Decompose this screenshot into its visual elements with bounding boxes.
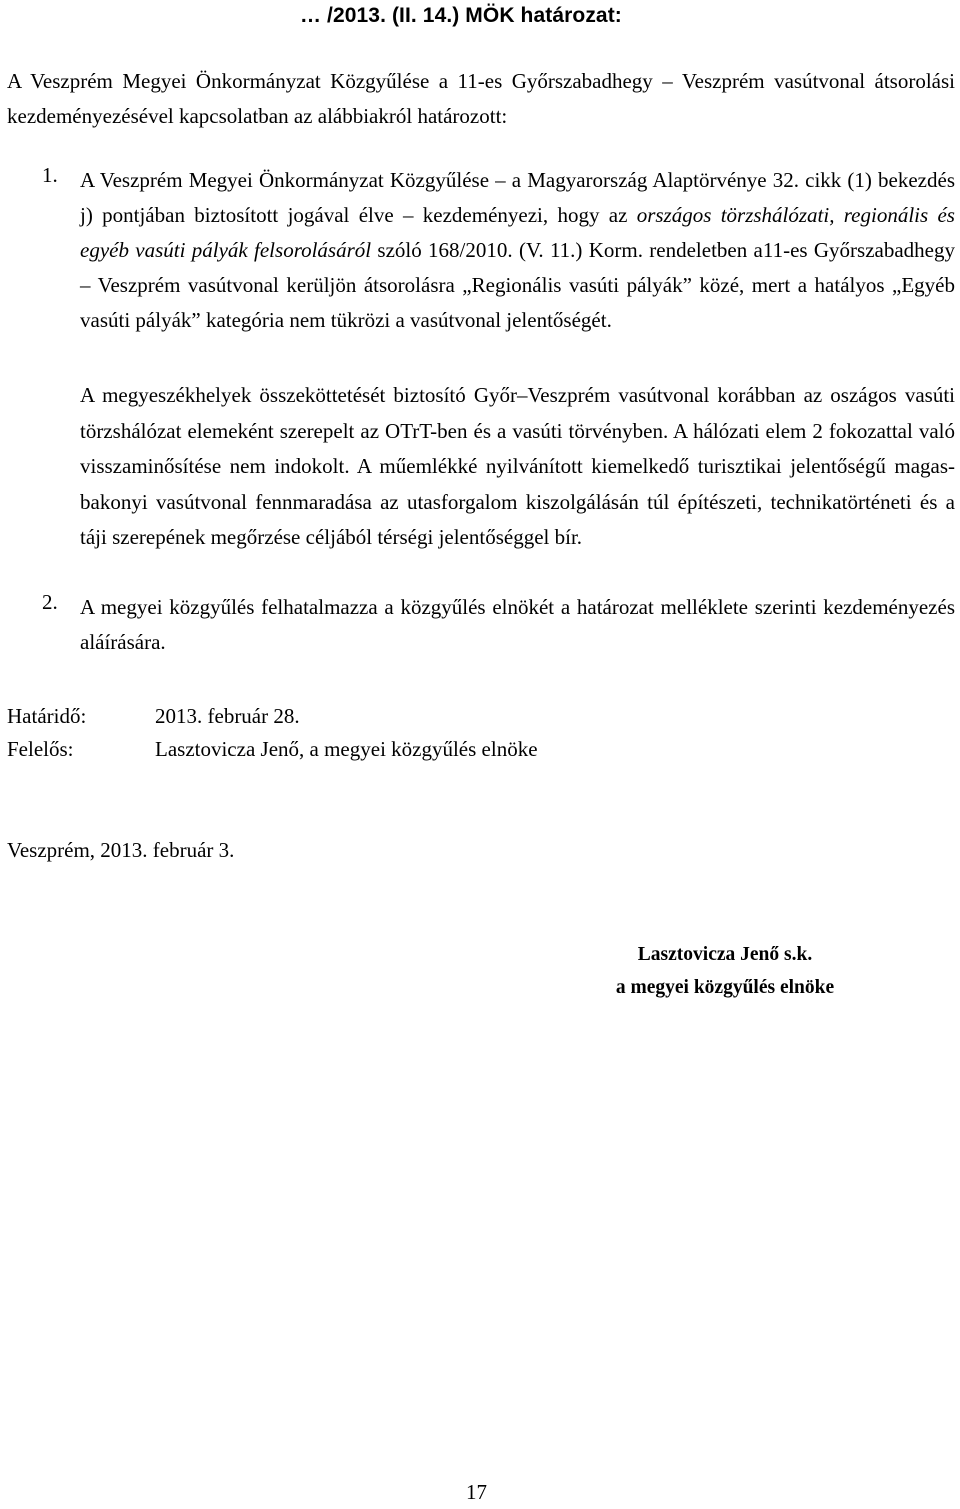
- responsible-value: Lasztovicza Jenő, a megyei közgyűlés elnöke: [155, 737, 538, 761]
- signature-name: Lasztovicza Jenő s.k.: [637, 944, 813, 965]
- resolution-title: … /2013. (II. 14.) MÖK határozat:: [300, 4, 622, 27]
- item-1-text-b: szóló 168/2010. (V. 11.) Korm. rendeletben a11-es Győrszabadhegy – Veszprém vasútvonal kerüljön átsorolásra „Regionális vasúti pályák” közé, mert a hatályos „Egyéb vasúti pályák” kategória nem tükrözi a vasútvonal jelentőségét.: [80, 238, 955, 332]
- deadline-label: Határidő:: [7, 704, 87, 728]
- item-2-number: 2.: [42, 590, 58, 614]
- deadline-row: [7, 704, 300, 729]
- item-1-regulation-title: országos törzshálózati, regionális és egyéb vasúti pályák felsorolásáról: [80, 203, 955, 262]
- item-1-number: 1.: [42, 163, 58, 187]
- page-number: 17: [466, 1480, 487, 1504]
- signature-role: a megyei közgyűlés elnöke: [615, 977, 835, 998]
- responsible-row: [7, 737, 538, 762]
- item-1-justification: A megyeszékhelyek összeköttetését biztosító Győr–Veszprém vasútvonal korábban az oszágos vasúti törzshálózat elemeként szerepelt az OTrT-ben és a vasúti törvényben. A hálózati elem 2 fokozattal való visszaminősítése nem indokolt. A műemlékké nyilvánított kiemelkedő turisztikai jelentőségű magas-bakonyi vasútvonal fennmaradása az utasforgalom kiszolgálásán túl építészeti, technikatörténeti és a táji szerepének megőrzése céljából térségi jelentőséggel bír.: [80, 383, 955, 549]
- item-2-paragraph: A megyei közgyűlés felhatalmazza a közgyűlés elnökét a határozat melléklete szerinti kezdeményezés aláírására.: [80, 595, 955, 654]
- responsible-label: Felelős:: [7, 737, 74, 761]
- item-1-paragraph: [80, 163, 955, 338]
- deadline-value: 2013. február 28.: [155, 704, 300, 728]
- intro-paragraph: A Veszprém Megyei Önkormányzat Közgyűlése a 11-es Győrszabadhegy – Veszprém vasútvonal átsorolási kezdeményezésével kapcsolatban az alábbiakról határozott:: [7, 69, 955, 128]
- item-1-text-a: A Veszprém Megyei Önkormányzat Közgyűlése – a Magyarország Alaptörvénye 32. cikk (1) bekezdés j) pontjában biztosított jogával élve – kezdeményezi, hogy az: [80, 168, 955, 227]
- place-and-date: Veszprém, 2013. február 3.: [7, 838, 235, 862]
- signature-block: [560, 938, 890, 1004]
